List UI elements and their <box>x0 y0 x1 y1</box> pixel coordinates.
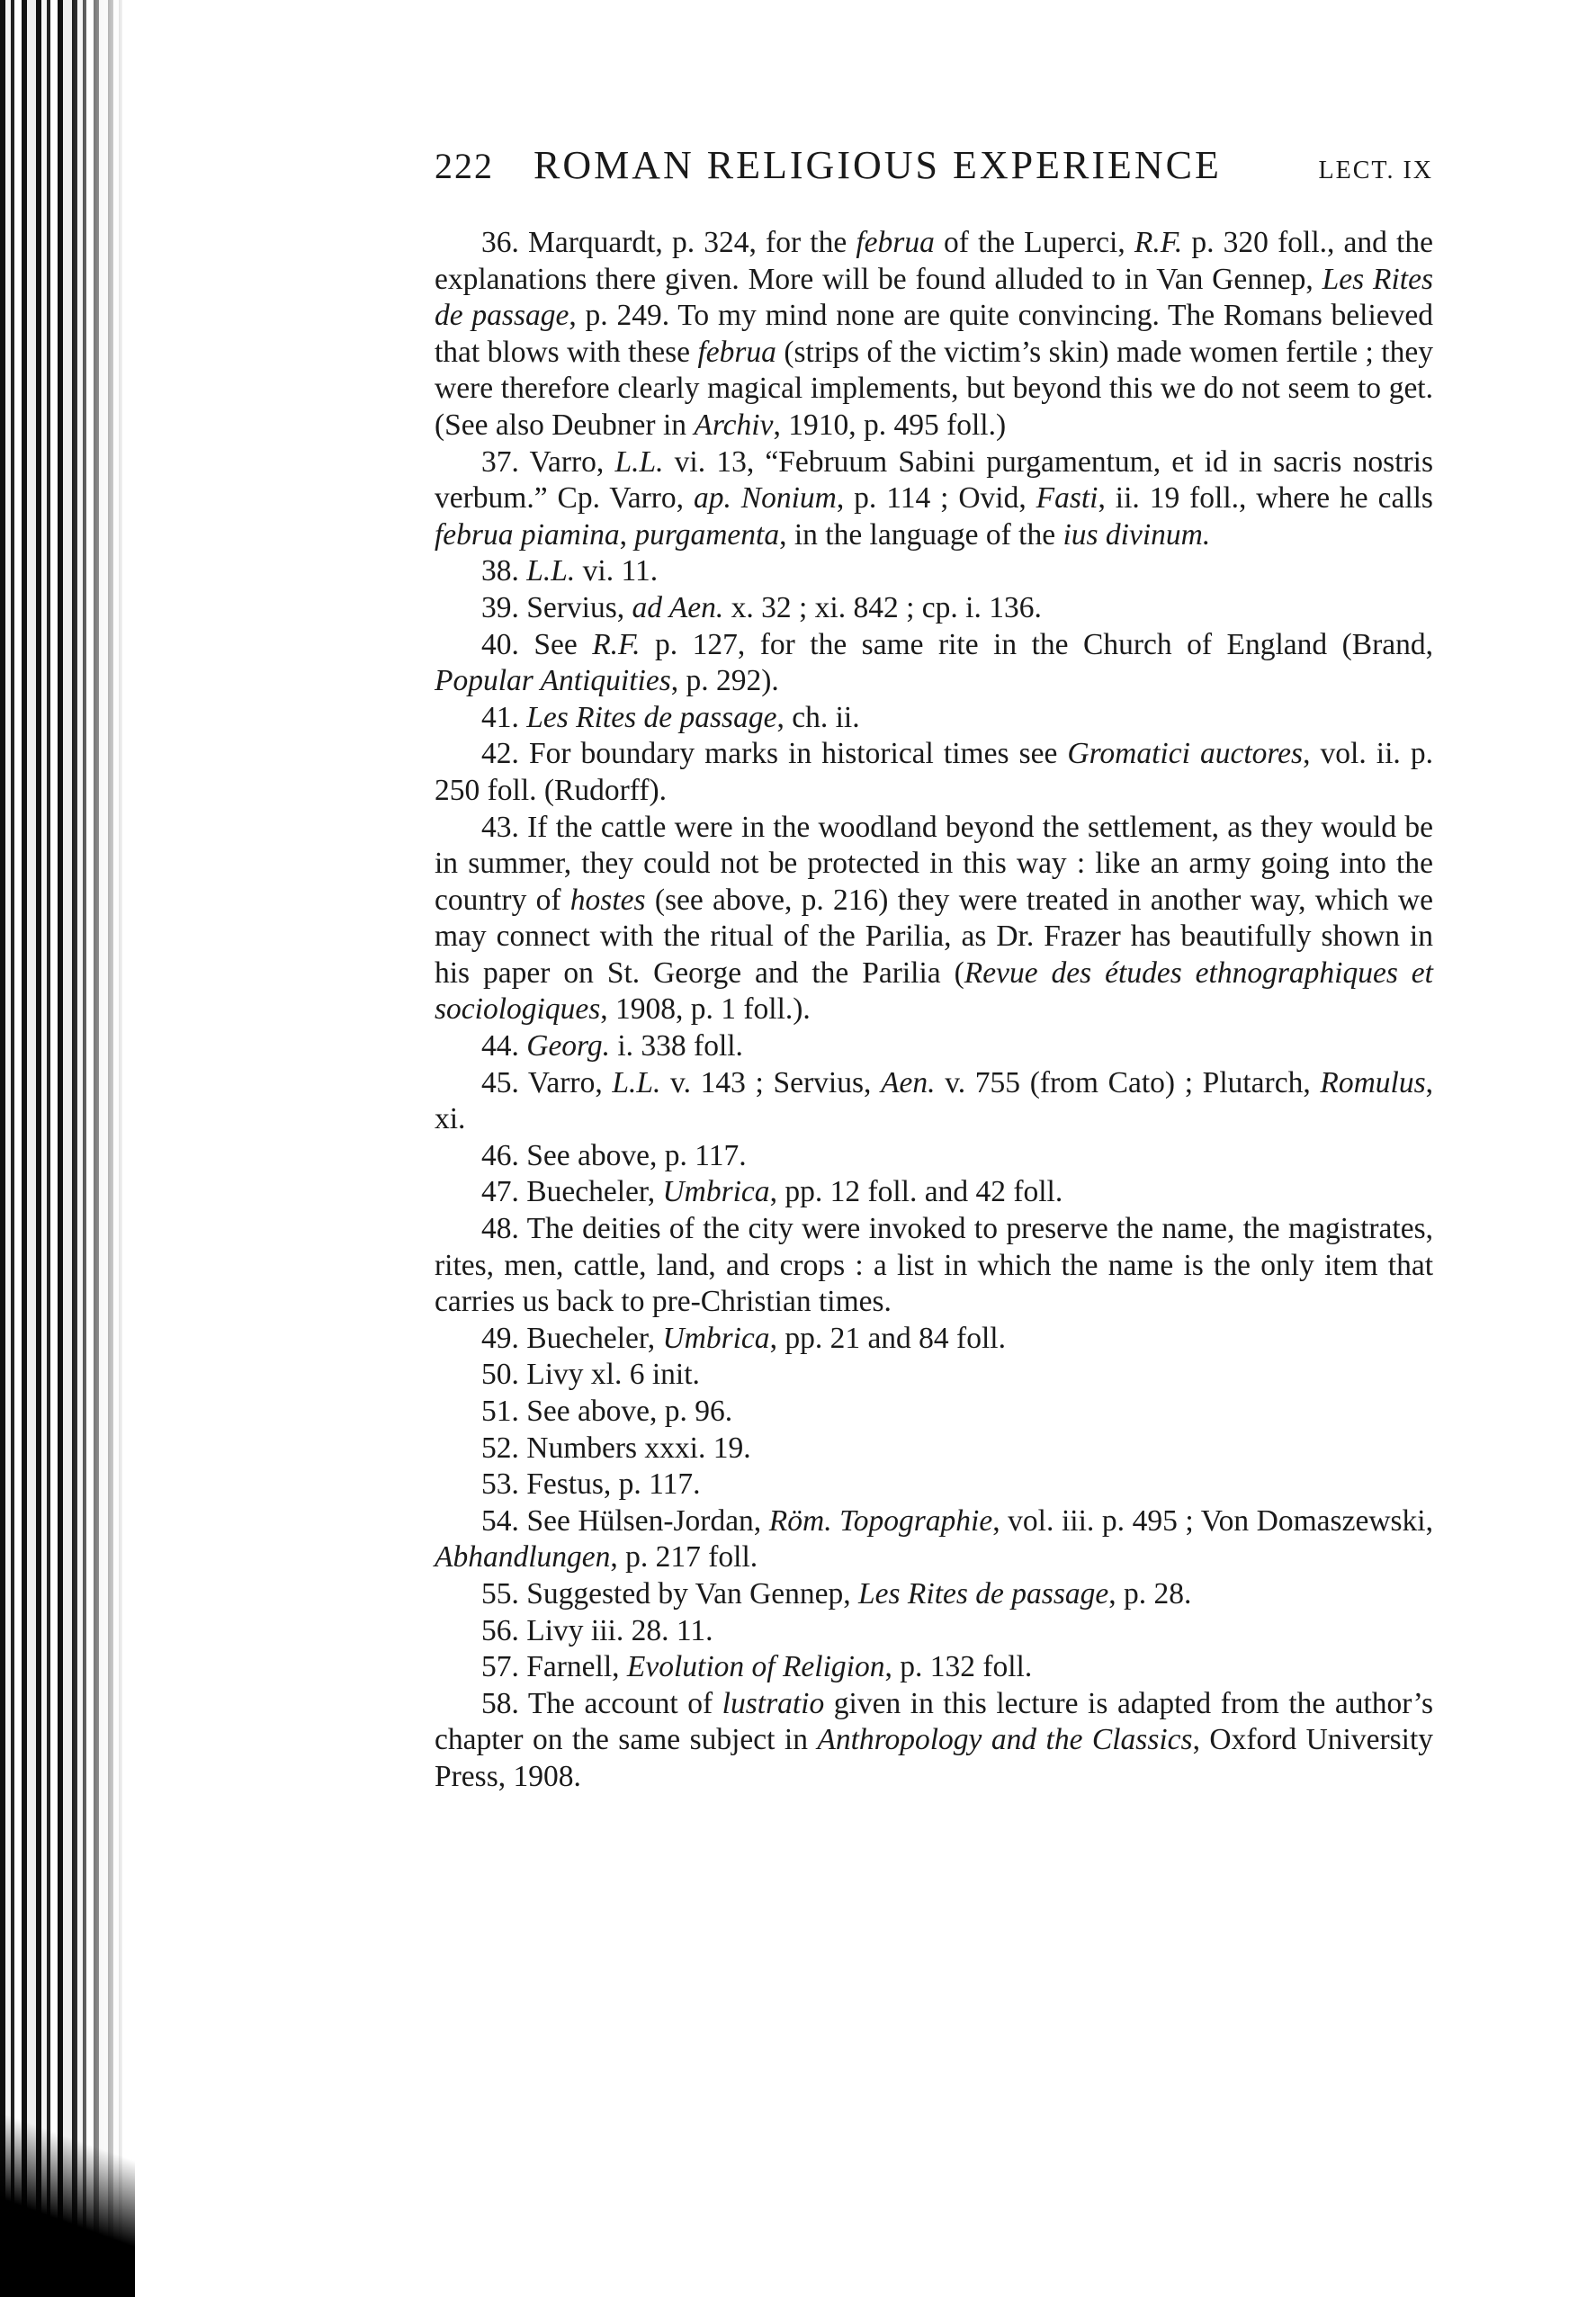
endnote-text: , in the language of the <box>779 517 1063 552</box>
endnote-text: i. 338 foll. <box>609 1029 743 1063</box>
endnote-text: , pp. 12 foll. and 42 foll. <box>769 1175 1063 1209</box>
endnote-text: 55. Suggested by Van Gennep, <box>481 1576 859 1611</box>
endnote <box>435 590 1433 627</box>
endnote-text: 50. Livy xl. 6 init. <box>481 1358 700 1392</box>
endnote-text: 43. If the cattle were in the woodland beyond the settlement, as they would be in summer, they could not be protected in this way : like an army going into the country of <box>435 810 1433 917</box>
endnote-text: 46. See above, p. 117. <box>481 1138 747 1172</box>
running-header <box>435 142 1433 196</box>
endnote-text: , xi. <box>435 1065 1433 1136</box>
endnote-text: , 1908, p. 1 foll.). <box>600 992 811 1027</box>
endnote-text: v. 143 ; Servius, <box>660 1065 882 1099</box>
endnote-text: 44. <box>481 1029 527 1063</box>
endnote <box>435 627 1433 700</box>
endnote-italic-text: Gromatici auctores <box>1067 737 1304 771</box>
endnote-italic-text: L.L. <box>526 554 576 588</box>
endnote-text: 56. Livy iii. 28. 11. <box>481 1613 713 1647</box>
endnote-text: , ii. 19 foll., where he calls <box>1098 481 1433 516</box>
endnote <box>435 1613 1433 1650</box>
book-page-edges <box>0 0 126 2297</box>
endnote-text: 37. Varro, <box>481 444 615 479</box>
endnote-text: , p. 249. To my mind none are quite convincing. The Romans believed that blows with these <box>435 299 1434 369</box>
endnote <box>435 1686 1433 1796</box>
endnote-text: 40. See <box>481 627 593 661</box>
endnote-text: (see above, p. 216) they were treated in another way, which we may connect with the ritual of the Parilia, as Dr. Frazer has beautifully shown in his paper on St. George and the Parilia ( <box>435 883 1433 990</box>
endnote <box>435 1394 1433 1431</box>
endnote-italic-text: Evolution of Religion <box>626 1650 885 1684</box>
endnote-text: 36. Marquardt, p. 324, for the <box>481 226 856 259</box>
endnote-italic-text: februa <box>697 335 776 369</box>
endnote-text: , p. 217 foll. <box>610 1540 758 1575</box>
endnote-italic-text: ius divinum. <box>1063 517 1211 552</box>
endnote-text: 45. Varro, <box>481 1065 613 1099</box>
endnote-text: 47. Buecheler, <box>481 1175 663 1209</box>
endnote <box>435 1576 1433 1613</box>
endnote <box>435 225 1433 444</box>
endnote <box>435 1357 1433 1394</box>
endnote-text: vi. 11. <box>575 554 659 588</box>
endnote-italic-text: R.F. <box>1134 226 1183 259</box>
endnote-text: 49. Buecheler, <box>481 1321 663 1355</box>
endnote-italic-text: hostes <box>569 883 646 917</box>
endnote <box>435 736 1433 809</box>
lecture-reference: LECT. IX <box>1318 157 1433 184</box>
endnote-text: 38. <box>481 554 527 588</box>
endnote <box>435 1174 1433 1211</box>
endnote-text: of the Luperci, <box>934 226 1134 259</box>
endnote-text: (strips of the victim’s skin) made women fertile ; they were therefore clearly magical implements, but beyond this we do not seem to get. (See also Deubner in <box>435 335 1433 442</box>
endnote-italic-text: L.L. <box>614 444 664 479</box>
endnote-italic-text: Archiv <box>694 408 774 442</box>
endnote-text: vi. 13, “Februum Sabini purgamentum, et id in sacris nostris verbum.” Cp. Varro, <box>435 444 1434 516</box>
endnote-text: 57. Farnell, <box>481 1650 627 1684</box>
endnote-text: , p. 132 foll. <box>884 1650 1033 1684</box>
endnote-italic-text: R.F. <box>592 627 641 661</box>
page-number: 222 <box>435 146 494 186</box>
endnote-text: 41. <box>481 700 527 734</box>
endnote <box>435 1503 1433 1576</box>
endnote-italic-text: Les Rites de passage <box>526 700 777 734</box>
endnote-text: , p. 292). <box>670 664 779 698</box>
endnote-italic-text: februa piamina <box>435 517 620 552</box>
endnote <box>435 1028 1433 1065</box>
endnote-italic-text: lustratio <box>722 1686 825 1720</box>
endnote-italic-text: Röm. Topographie <box>768 1503 993 1538</box>
endnote-italic-text: Fasti <box>1036 481 1098 516</box>
endnote <box>435 1065 1433 1138</box>
endnote-text: , Oxford University Press, 1908. <box>435 1723 1434 1793</box>
endnote <box>435 1211 1433 1321</box>
endnote-italic-text: L.L. <box>612 1065 661 1099</box>
endnote <box>435 553 1433 590</box>
endnote-text: , p. 114 ; Ovid, <box>836 481 1036 516</box>
endnote-text: v. 755 (from Cato) ; Plutarch, <box>935 1065 1321 1099</box>
running-title: ROMAN RELIGIOUS EXPERIENCE <box>533 143 1222 187</box>
endnote-italic-text: purgamenta <box>634 517 780 552</box>
endnote-italic-text: ap. Nonium <box>693 481 837 516</box>
endnote <box>435 1138 1433 1175</box>
endnote <box>435 1321 1433 1358</box>
endnote-italic-text: Umbrica <box>662 1321 770 1355</box>
endnote-italic-text: ad Aen. <box>632 590 724 624</box>
endnote-text: , vol. ii. p. 250 foll. (Rudorff). <box>435 737 1433 807</box>
endnote-text: p. 320 foll., and the explanations there given. More will be found alluded to in Van Gennep, <box>435 226 1433 296</box>
endnote-italic-text: Popular Antiquities <box>435 664 671 698</box>
endnote-text: 42. For boundary marks in historical times see <box>481 737 1068 771</box>
book-spine-shadow <box>0 2099 135 2297</box>
endnote-italic-text: Anthropology and the Classics <box>817 1723 1193 1757</box>
endnote-italic-text: februa <box>856 226 935 259</box>
endnote-text: , <box>619 517 635 552</box>
endnote-text: given in this lecture is adapted from the author’s chapter on the same subject in <box>435 1686 1433 1757</box>
endnote-italic-text: Romulus <box>1320 1065 1426 1099</box>
endnote <box>435 1431 1433 1467</box>
endnote <box>435 444 1433 554</box>
endnote-text: x. 32 ; xi. 842 ; cp. i. 136. <box>723 590 1042 624</box>
endnote-text: , ch. ii. <box>776 700 860 734</box>
endnote <box>435 1649 1433 1686</box>
endnote-text: , pp. 21 and 84 foll. <box>769 1321 1006 1355</box>
endnote-italic-text: Les Rites de passage <box>858 1576 1109 1611</box>
endnote-italic-text: Umbrica <box>662 1175 770 1209</box>
endnote-text: 48. The deities of the city were invoked to preserve the name, the magistrates, rites, men, cattle, land, and crops : a list in which the name is the only item that carries us back to pre-Christian times. <box>435 1212 1433 1319</box>
endnote-italic-text: Abhandlungen <box>435 1540 611 1575</box>
endnote-text: 51. See above, p. 96. <box>481 1395 733 1428</box>
endnote-text: , 1910, p. 495 foll.) <box>773 408 1007 442</box>
endnote-text: 54. See Hülsen-Jordan, <box>481 1503 769 1538</box>
endnote-italic-text: Revue des études ethnographiques et sociologiques <box>435 956 1433 1027</box>
endnote-text: p. 127, for the same rite in the Church of England (Brand, <box>640 627 1433 661</box>
endnote-text: 53. Festus, p. 117. <box>481 1467 701 1502</box>
endnote <box>435 1467 1433 1503</box>
endnote <box>435 810 1433 1029</box>
endnote-text: 39. Servius, <box>481 590 632 624</box>
endnote-italic-text: Aen. <box>881 1065 936 1099</box>
endnote-text: 52. Numbers xxxi. 19. <box>481 1431 751 1465</box>
endnote-text: , p. 28. <box>1108 1576 1192 1611</box>
endnote-italic-text: Georg. <box>526 1029 610 1063</box>
endnote-text: , vol. iii. p. 495 ; Von Domaszewski, <box>992 1503 1433 1538</box>
endnote <box>435 700 1433 737</box>
endnote-italic-text: Les Rites de passage <box>435 262 1433 333</box>
endnote-text: 58. The account of <box>481 1686 722 1720</box>
endnotes-list <box>435 225 1433 1796</box>
